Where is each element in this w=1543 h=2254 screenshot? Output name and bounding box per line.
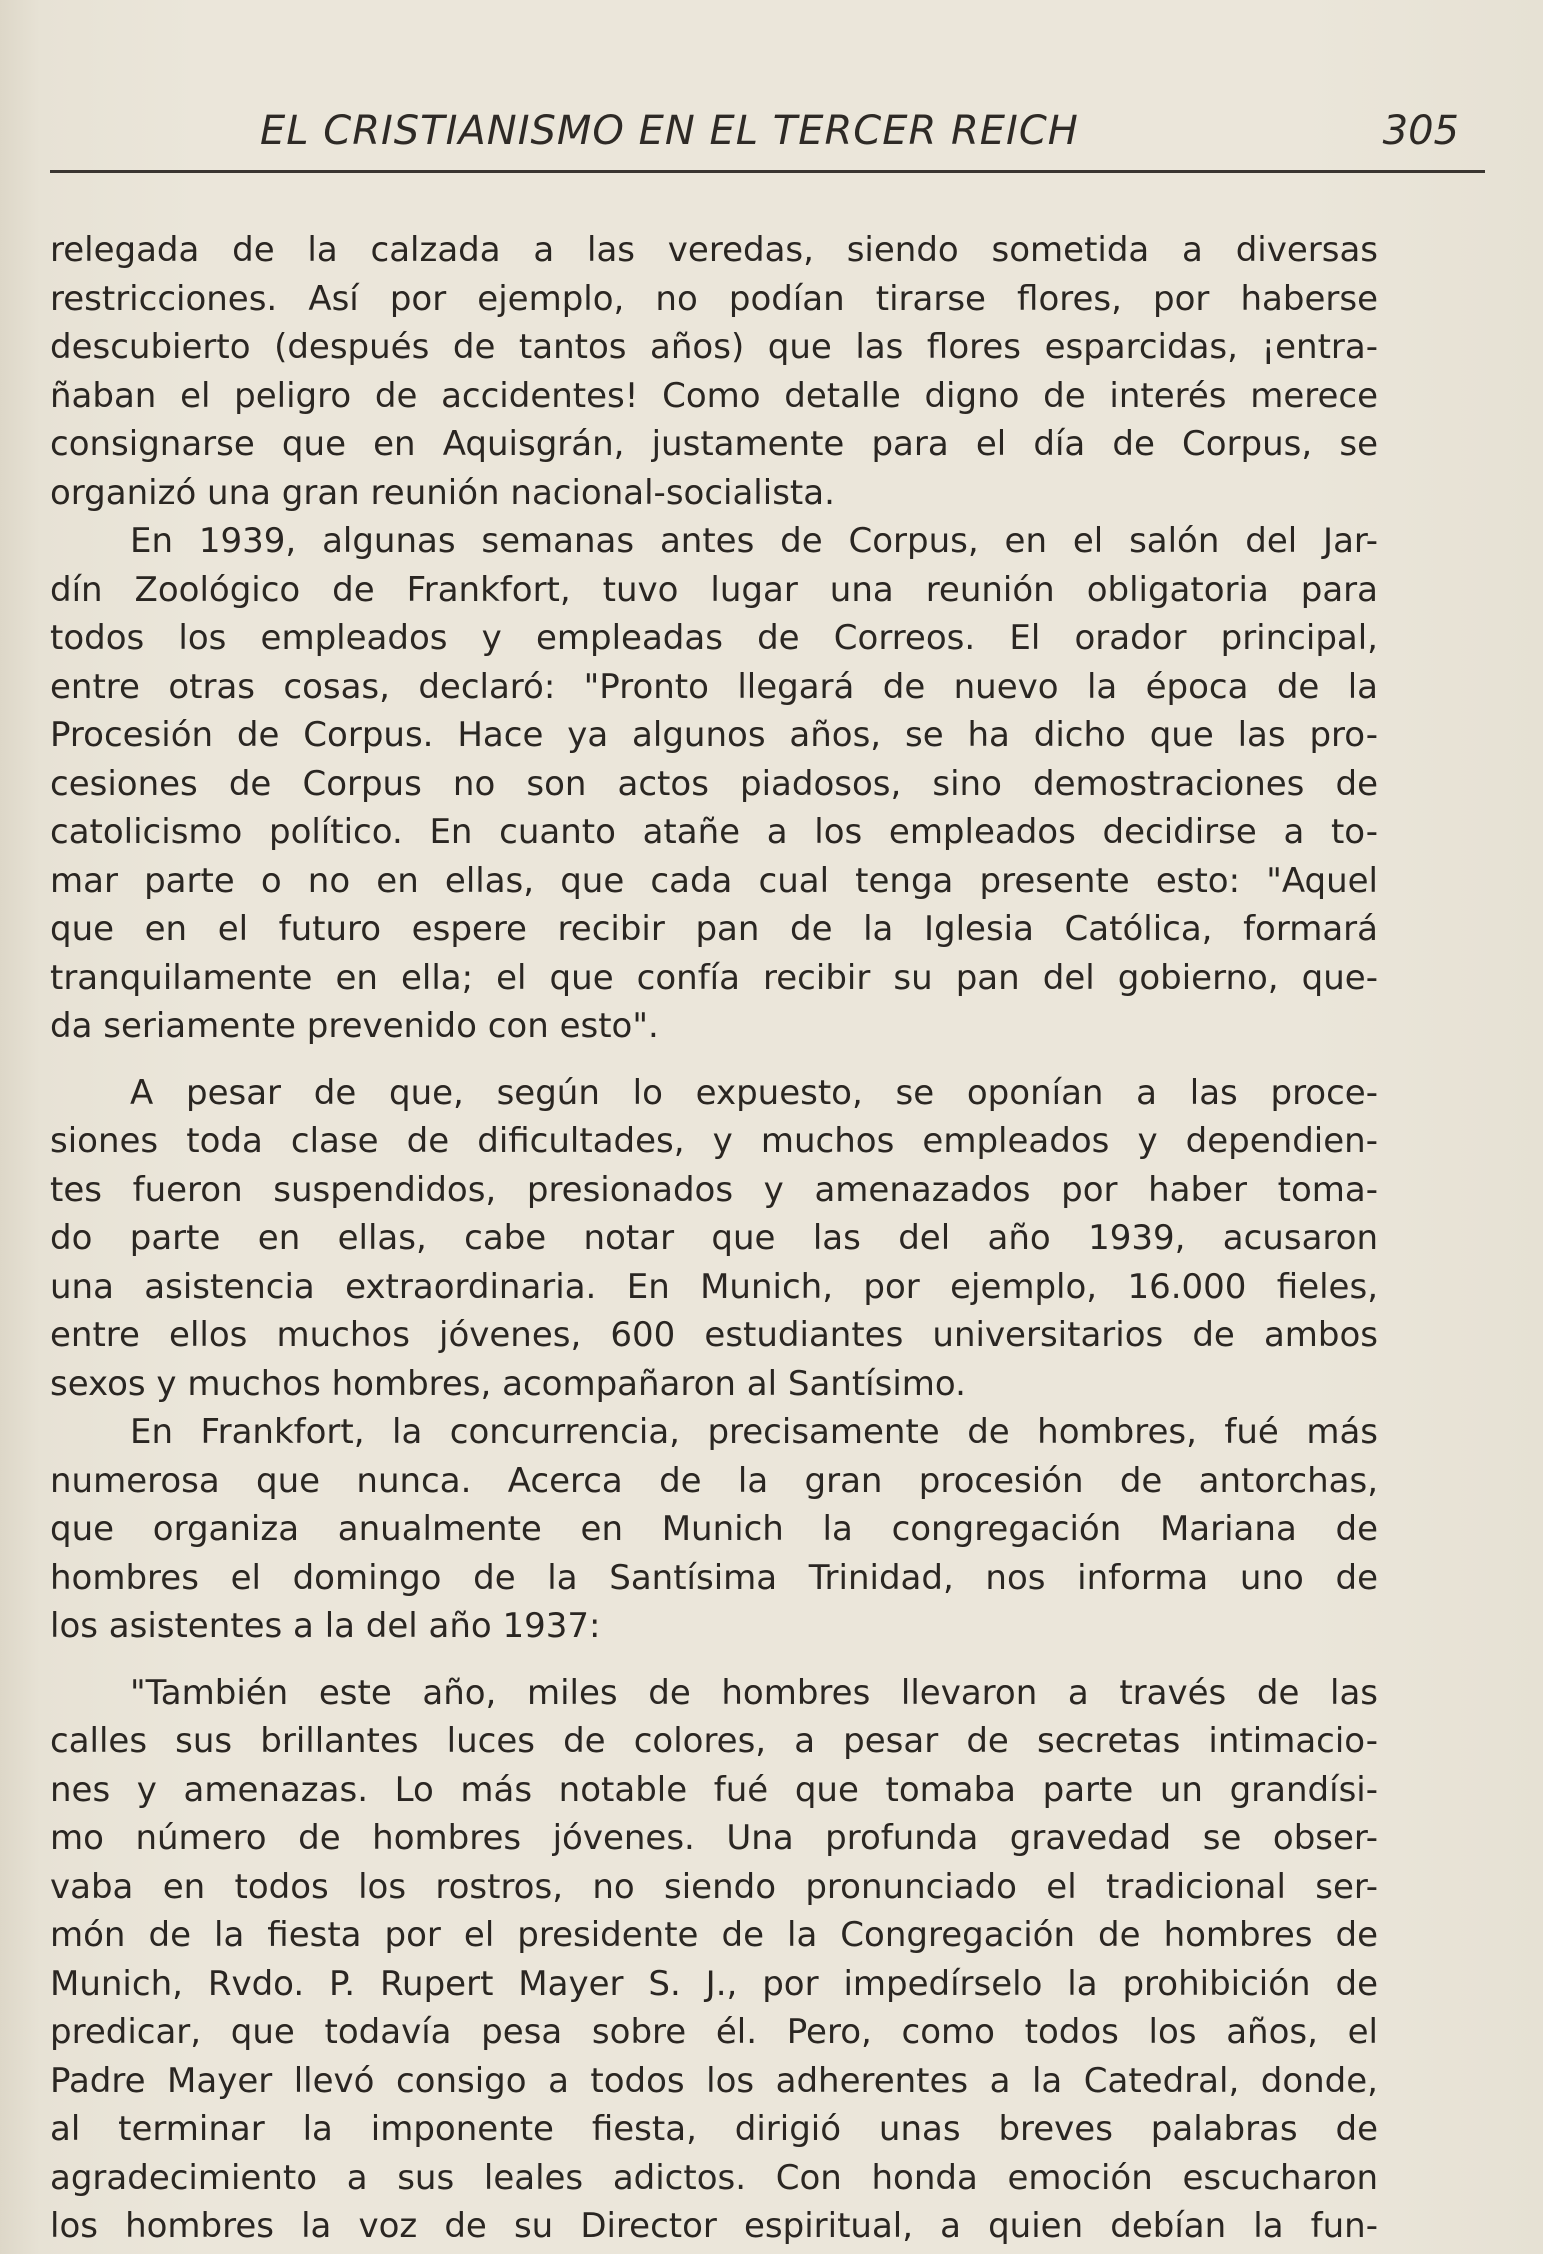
paragraph-2 (50, 517, 1378, 1051)
text-line: tes fueron suspendidos, presionados y amenazados por haber toma- (50, 1169, 1378, 1210)
text-line: al terminar la imponente fiesta, dirigió unas breves palabras de (50, 2109, 1378, 2149)
text-line: cesiones de Corpus no son actos piadosos, sino demostraciones de (50, 763, 1378, 804)
text-line: una asistencia extraordinaria. En Munich, por ejemplo, 16.000 fieles, (50, 1266, 1378, 1307)
text-line: Procesión de Corpus. Hace ya algunos años, se ha dicho que las pro- (50, 715, 1378, 755)
text-line: dín Zoológico de Frankfort, tuvo lugar una reunión obligatoria para (50, 569, 1378, 610)
text-line: hombres el domingo de la Santísima Trinidad, nos informa uno de (50, 1557, 1378, 1598)
header-rule (50, 170, 1485, 173)
paragraph-1 (50, 226, 1378, 517)
text-line: todos los empleados y empleadas de Correos. El orador principal, (50, 618, 1378, 658)
text-line: do parte en ellas, cabe notar que las del año 1939, acusaron (50, 1218, 1378, 1258)
text-line: mo número de hombres jóvenes. Una profunda gravedad se obser- (50, 1818, 1378, 1858)
text-line: relegada de la calzada a las veredas, siendo sometida a diversas (50, 230, 1378, 270)
text-line: restricciones. Así por ejemplo, no podían tirarse flores, por haberse (50, 278, 1378, 319)
running-title: EL CRISTIANISMO EN EL TERCER REICH (260, 108, 1079, 154)
text-line: da seriamente prevenido con esto". (50, 1006, 659, 1046)
text-line: predicar, que todavía pesa sobre él. Pero, como todos los años, el (50, 2012, 1378, 2052)
page-number: 305 (1382, 108, 1459, 154)
text-line: nes y amenazas. Lo más notable fué que tomaba parte un grandísi- (50, 1769, 1378, 1810)
paragraph-3 (50, 1069, 1378, 1409)
text-line: Munich, Rvdo. P. Rupert Mayer S. J., por impedírselo la prohibición de (50, 1963, 1378, 2004)
text-line: entre ellos muchos jóvenes, 600 estudiantes universitarios de ambos (50, 1315, 1378, 1355)
body-text (50, 226, 1378, 2251)
text-line: descubierto (después de tantos años) que las flores esparcidas, ¡entra- (50, 327, 1378, 367)
paragraph-5 (50, 1669, 1378, 2251)
text-line: ñaban el peligro de accidentes! Como detalle digno de interés merece (50, 375, 1378, 416)
text-line: tranquilamente en ella; el que confía recibir su pan del gobierno, que- (50, 957, 1378, 998)
text-line: vaba en todos los rostros, no siendo pronunciado el tradicional ser- (50, 1866, 1378, 1907)
page-header (50, 108, 1485, 172)
text-line: que en el futuro espere recibir pan de la Iglesia Católica, formará (50, 909, 1378, 949)
paragraph-4 (50, 1408, 1378, 1651)
text-line: entre otras cosas, declaró: "Pronto llegará de nuevo la época de la (50, 666, 1378, 707)
text-line: los hombres la voz de su Director espiritual, a quien debían la fun- (50, 2206, 1378, 2246)
paragraph-gap (50, 1651, 1378, 1669)
text-line: consignarse que en Aquisgrán, justamente para el día de Corpus, se (50, 424, 1378, 464)
text-line: Padre Mayer llevó consigo a todos los adherentes a la Catedral, donde, (50, 2060, 1378, 2101)
text-line: que organiza anualmente en Munich la congregación Mariana de (50, 1509, 1378, 1549)
text-line: "También este año, miles de hombres llevaron a través de las (130, 1672, 1378, 1713)
text-line: siones toda clase de dificultades, y muchos empleados y dependien- (50, 1121, 1378, 1161)
text-line: organizó una gran reunión nacional-socialista. (50, 472, 835, 513)
paragraph-gap (50, 1051, 1378, 1069)
text-line: sexos y muchos hombres, acompañaron al Santísimo. (50, 1363, 966, 1404)
text-line: món de la fiesta por el presidente de la Congregación de hombres de (50, 1915, 1378, 1955)
text-line: los asistentes a la del año 1937: (50, 1606, 601, 1646)
text-line: calles sus brillantes luces de colores, a pesar de secretas intimacio- (50, 1721, 1378, 1761)
text-line: catolicismo político. En cuanto atañe a los empleados decidirse a to- (50, 812, 1378, 852)
text-line: En Frankfort, la concurrencia, precisamente de hombres, fué más (130, 1412, 1378, 1452)
text-line: A pesar de que, según lo expuesto, se oponían a las proce- (130, 1072, 1378, 1113)
text-line: numerosa que nunca. Acerca de la gran procesión de antorchas, (50, 1460, 1378, 1501)
text-line: agradecimiento a sus leales adictos. Con honda emoción escucharon (50, 2157, 1378, 2198)
text-line: mar parte o no en ellas, que cada cual tenga presente esto: "Aquel (50, 860, 1378, 901)
text-line: En 1939, algunas semanas antes de Corpus, en el salón del Jar- (130, 521, 1378, 561)
